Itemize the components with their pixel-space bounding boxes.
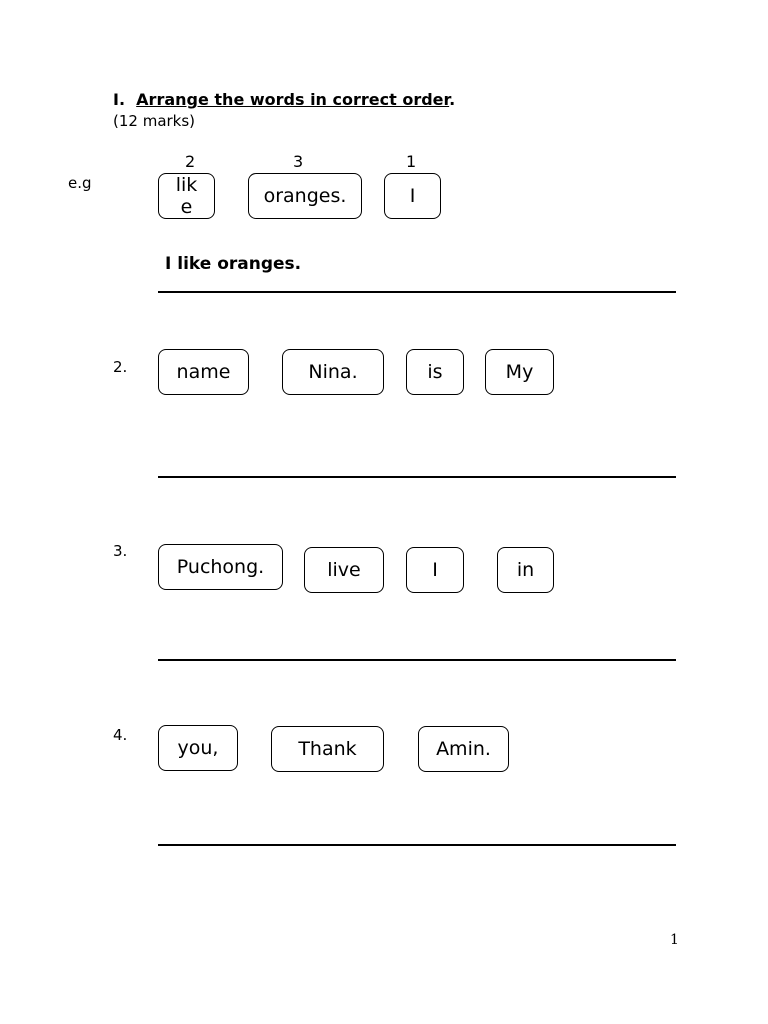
word-box: in xyxy=(497,547,554,593)
example-label: e.g xyxy=(68,174,92,192)
section-marks: (12 marks) xyxy=(113,112,196,130)
word-box: Thank xyxy=(271,726,384,772)
section-roman: I. xyxy=(113,90,126,109)
example-answer: I like oranges. xyxy=(165,254,302,274)
section-instruction-end: . xyxy=(449,90,456,109)
word-box: My xyxy=(485,349,554,395)
word-box: live xyxy=(304,547,384,593)
word-box: is xyxy=(406,349,464,395)
example-word-box: like xyxy=(158,173,215,219)
question-number: 3. xyxy=(113,542,128,560)
word-box: you, xyxy=(158,725,238,771)
section-instruction: Arrange the words in correct order xyxy=(136,90,450,109)
word-box: Amin. xyxy=(418,726,509,772)
answer-line[interactable] xyxy=(158,844,676,846)
example-word-box: I xyxy=(384,173,441,219)
answer-line[interactable] xyxy=(158,476,676,478)
answer-line[interactable] xyxy=(158,659,676,661)
word-box: Nina. xyxy=(282,349,384,395)
word-box: name xyxy=(158,349,249,395)
example-order-number: 3 xyxy=(293,152,304,171)
word-box: I xyxy=(406,547,464,593)
example-word-box: oranges. xyxy=(248,173,362,219)
section-title xyxy=(113,90,455,109)
example-order-number: 1 xyxy=(406,152,417,171)
word-box: Puchong. xyxy=(158,544,283,590)
question-number: 2. xyxy=(113,358,128,376)
example-answer-line[interactable] xyxy=(158,291,676,293)
question-number: 4. xyxy=(113,726,128,744)
page-number: 1 xyxy=(670,932,679,948)
example-order-number: 2 xyxy=(185,152,196,171)
